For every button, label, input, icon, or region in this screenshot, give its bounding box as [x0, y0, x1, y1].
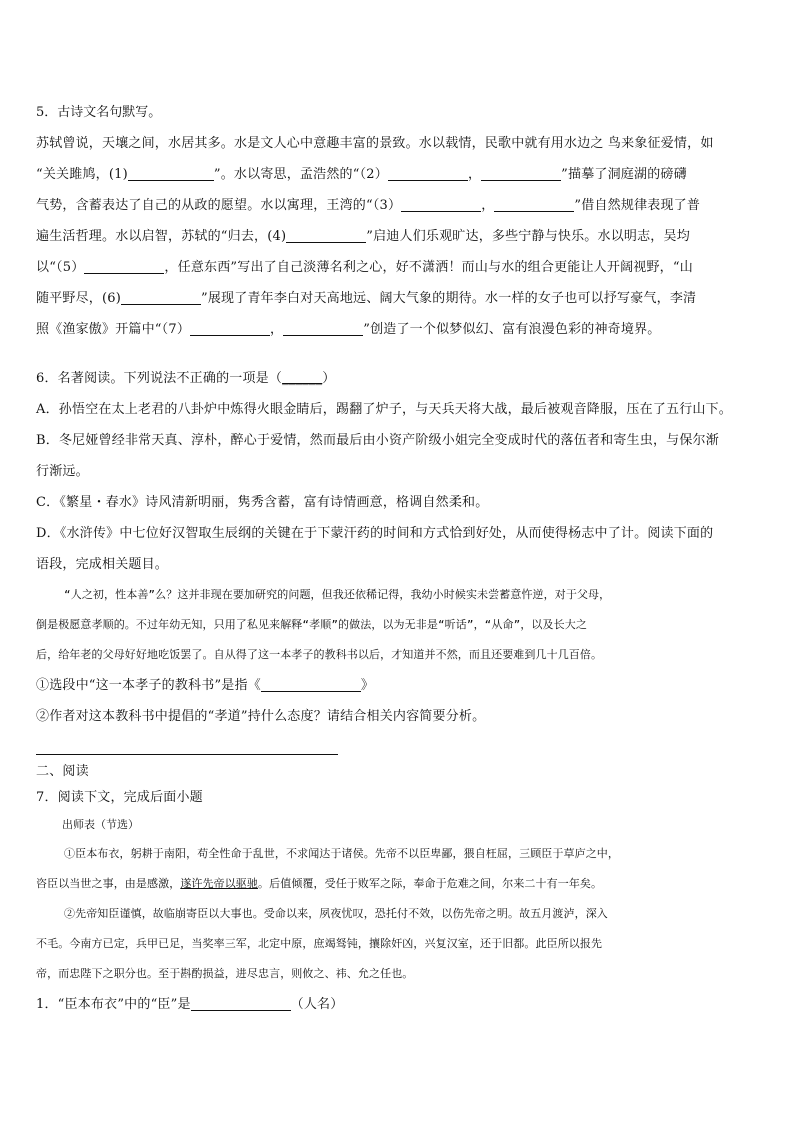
q5-line-4: 遍生活哲理。水以启智，苏轼的“归去，(4) ”启迪人们乐观旷达，多些宁静与快乐。水以明志，吴均	[36, 229, 690, 244]
q5-line-6: 随平野尽，(6) ”展现了青年李白对天高地远、阔大气象的期待。水一样的女子也可以抒写豪气，李清	[36, 291, 697, 306]
text-title: 出师表（节选）	[62, 818, 139, 831]
answer-blank-6[interactable]	[121, 290, 201, 305]
q7-title: 7．阅读下文，完成后面小题	[36, 790, 203, 805]
q6-option-d-line-2: 语段，完成相关题目。	[36, 557, 169, 572]
section-title: 二、阅读	[36, 764, 89, 779]
classical-line-5: 帝，而忠陛下之职分也。至于斟酌损益，进尽忠言，则攸之、祎、允之任也。	[36, 967, 414, 980]
answer-blank-7b[interactable]	[283, 321, 363, 336]
q6-option-a: A．孙悟空在太上老君的八卦炉中炼得火眼金睛后，踢翻了炉子，与天兵天将大战，最后被观音降服，压在了五行山下。	[36, 402, 732, 417]
q5-title: 5．古诗文名句默写。	[36, 105, 162, 120]
q5-line-2: “关关雎鸠，(1) ”。水以寄思，孟浩然的“（2） ， ”描摹了洞庭湖的磅礴	[36, 167, 687, 182]
q5-line-3: 气势，含蓄表达了自己的从政的愿望。水以寓理，王湾的“（3） ， ”借自然规律表现了普	[36, 198, 701, 213]
excerpt-line-1: “人之初，性本善”么？这并非现在要加研究的问题，但我还依稀记得，我幼小时候实未尝蓄意忤逆，对于父母，	[64, 588, 611, 601]
q6-option-d-line-1: D．《水浒传》中七位好汉智取生辰纲的关键在于下蒙汗药的时间和方式恰到好处，从而使得杨志中了计。阅读下面的	[36, 526, 714, 541]
q6-title: 6．名著阅读。下列说法不正确的一项是（______）	[36, 371, 336, 386]
spacer	[36, 345, 758, 363]
q5-line-5: 以“（5） ，任意东西”写出了自己淡薄名利之心，好不潇洒！而山与水的组合更能让人开阔视野，“山	[36, 260, 693, 275]
answer-blank-5[interactable]	[84, 259, 164, 274]
answer-blank-book[interactable]	[261, 677, 361, 692]
answer-blank-4[interactable]	[286, 228, 366, 243]
q6-sub-question-1: ①选段中“这一本孝子的教科书”是指《 》	[36, 678, 375, 693]
document-page	[36, 92, 758, 1020]
answer-blank-name[interactable]	[191, 996, 291, 1011]
q6-option-b-line-1: B．冬尼娅曾经非常天真、淳朴，醉心于爱情，然而最后由小资产阶级小姐完全变成时代的落伍者和寄生虫，与保尔渐	[36, 433, 719, 448]
q5-line-1: 苏轼曾说，天壤之间，水居其多。水是文人心中意趣丰富的景致。水以载情，民歌中就有用水边之 鸟来象征爱情，如	[36, 136, 714, 151]
excerpt-line-3: 后，给年老的父母好好地吃饭罢了。自从得了这一本孝子的教科书以后，才知道并不然，而且还要难到几十几百倍。	[36, 648, 603, 661]
answer-blank-3a[interactable]	[401, 197, 481, 212]
q6-answer-blank[interactable]: ______	[282, 371, 323, 386]
classical-line-2: 咨臣以当世之事，由是感激，遂许先帝以驱驰。后值倾覆，受任于败军之际，奉命于危难之间，尔来二十有一年矣。	[36, 877, 603, 890]
q6-option-b-line-2: 行渐远。	[36, 464, 89, 479]
answer-blank-2b[interactable]	[481, 166, 561, 181]
q7-sub-question-1: 1．“臣本布衣”中的“臣”是 （人名）	[36, 997, 344, 1012]
q6-sub-question-2: ②作者对这本教科书中提倡的“孝道”持什么态度？请结合相关内容简要分析。	[36, 709, 486, 724]
answer-blank-1[interactable]	[128, 166, 214, 181]
answer-blank-3b[interactable]	[494, 197, 574, 212]
q5-line-7: 照《渔家傲》开篇中“（7） ， ”创造了一个似梦似幻、富有浪漫色彩的神奇境界。	[36, 322, 661, 337]
classical-line-1: ①臣本布衣，躬耕于南阳，苟全性命于乱世，不求闻达于诸侯。先帝不以臣卑鄙，猥自枉屈，三顾臣于草庐之中，	[64, 847, 619, 860]
classical-line-4: 不毛。今南方已定，兵甲已足，当奖率三军，北定中原，庶竭驽钝，攘除奸凶，兴复汉室，还于旧都。此臣所以报先	[36, 937, 603, 950]
classical-line-3: ②先帝知臣谨慎，故临崩寄臣以大事也。受命以来，夙夜忧叹，恐托付不效，以伤先帝之明。故五月渡泸，深入	[64, 907, 608, 920]
answer-blank-2a[interactable]	[388, 166, 468, 181]
underlined-phrase: 遂许先帝以驱驰	[180, 877, 259, 890]
answer-blank-7a[interactable]	[190, 321, 270, 336]
answer-line[interactable]	[36, 742, 338, 755]
q6-option-c: C．《繁星・春水》诗风清新明丽，隽秀含蓄，富有诗情画意，格调自然柔和。	[36, 495, 489, 510]
excerpt-line-2: 倒是极愿意孝顺的。不过年幼无知，只用了私见来解释“孝顺”的做法，以为无非是“听话”，“从命”，以及长大之	[36, 618, 587, 631]
